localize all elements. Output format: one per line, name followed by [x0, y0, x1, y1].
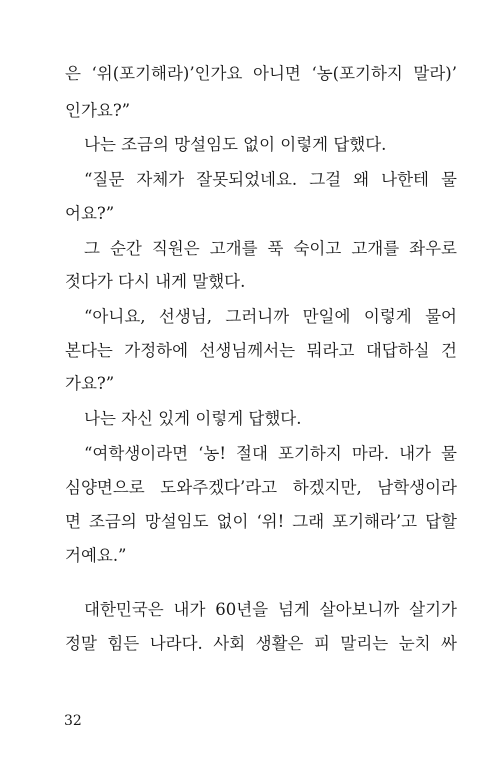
text-line: 젓다가 다시 내게 말했다. — [65, 272, 246, 291]
text-line: 인가요?” — [65, 101, 131, 120]
text-line: 거예요.” — [65, 546, 127, 565]
text-line: 본다는 가정하에 선생님께서는 뭐라고 대답하실 건 — [65, 341, 457, 360]
text-line: “질문 자체가 잘못되었네요. 그걸 왜 나한테 물 — [84, 170, 457, 189]
text-line: 대한민국은 내가 60년을 넘게 살아보니까 살기가 — [84, 600, 457, 619]
page-number: 32 — [64, 713, 82, 729]
text-line: 가요?” — [65, 374, 115, 393]
text-line: 그 순간 직원은 고개를 푹 숙이고 고개를 좌우로 — [84, 239, 457, 258]
text-line: “아니요, 선생님, 그러니까 만일에 이렇게 물어 — [84, 307, 457, 326]
text-line: 면 조금의 망설임도 없이 ‘위! 그래 포기해라’고 답할 — [65, 512, 457, 531]
text-line: 나는 조금의 망설임도 없이 이렇게 답했다. — [84, 135, 387, 154]
text-line: 은 ‘위(포기해라)’인가요 아니면 ‘농(포기하지 말라)’ — [65, 64, 457, 83]
text-line: “여학생이라면 ‘농! 절대 포기하지 마라. 내가 물 — [84, 444, 457, 463]
text-line: 정말 힘든 나라다. 사회 생활은 피 말리는 눈치 싸 — [65, 634, 457, 653]
text-line: 심양면으로 도와주겠다’라고 하겠지만, 남학생이라 — [65, 478, 457, 497]
text-line: 어요?” — [65, 204, 115, 223]
text-line: 나는 자신 있게 이렇게 답했다. — [84, 409, 302, 428]
